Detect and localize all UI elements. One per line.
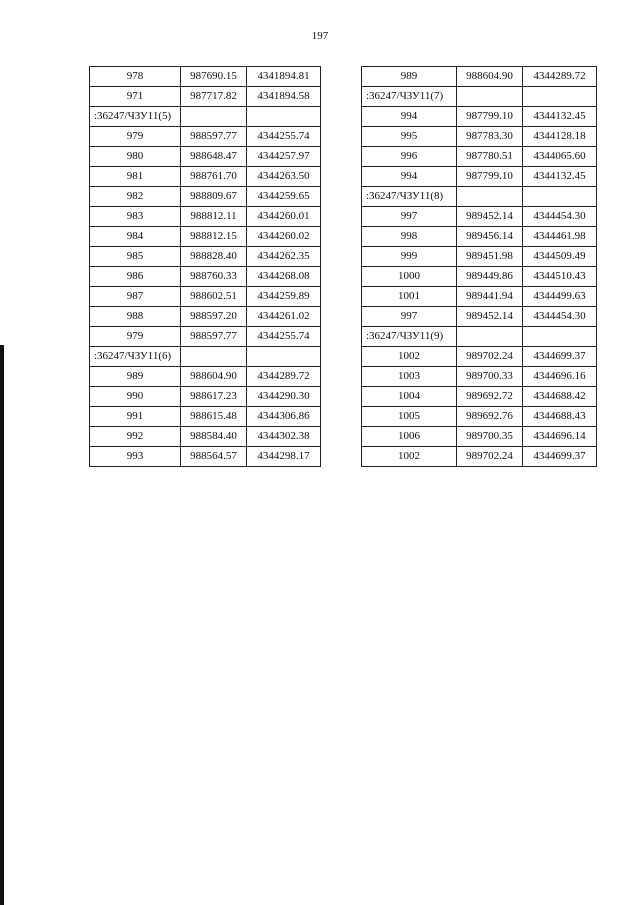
table-row: [90, 367, 321, 387]
y-coordinate-cell: 4344688.42: [523, 387, 597, 407]
x-coordinate-cell: 988597.20: [181, 307, 247, 327]
point-number-cell: 991: [90, 407, 181, 427]
table-row: [90, 407, 321, 427]
table-row: [362, 447, 597, 467]
y-coordinate-cell: 4344260.01: [247, 207, 321, 227]
x-coordinate-cell: 988604.90: [457, 67, 523, 87]
table-row: [90, 287, 321, 307]
point-number-cell: 992: [90, 427, 181, 447]
table-row: [362, 367, 597, 387]
y-coordinate-cell: 4344499.63: [523, 287, 597, 307]
x-coordinate-cell: [181, 107, 247, 127]
table-row: [362, 187, 597, 207]
x-coordinate-cell: 988597.77: [181, 327, 247, 347]
table-row: [90, 347, 321, 367]
x-coordinate-cell: [457, 87, 523, 107]
x-coordinate-cell: 988604.90: [181, 367, 247, 387]
x-coordinate-cell: 989692.76: [457, 407, 523, 427]
y-coordinate-cell: [247, 347, 321, 367]
y-coordinate-cell: 4344510.43: [523, 267, 597, 287]
x-coordinate-cell: 988597.77: [181, 127, 247, 147]
table-row: [362, 67, 597, 87]
table-row: [362, 287, 597, 307]
x-coordinate-cell: 988761.70: [181, 167, 247, 187]
table-row: [362, 227, 597, 247]
point-number-cell: 985: [90, 247, 181, 267]
y-coordinate-cell: 4344306.86: [247, 407, 321, 427]
y-coordinate-cell: 4344461.98: [523, 227, 597, 247]
point-number-cell: 993: [90, 447, 181, 467]
point-number-cell: 1003: [362, 367, 457, 387]
x-coordinate-cell: 988615.48: [181, 407, 247, 427]
y-coordinate-cell: 4344255.74: [247, 127, 321, 147]
page-number: 197: [311, 30, 329, 42]
x-coordinate-cell: 988812.15: [181, 227, 247, 247]
point-number-cell: 994: [362, 167, 457, 187]
point-number-cell: 1005: [362, 407, 457, 427]
x-coordinate-cell: 988564.57: [181, 447, 247, 467]
x-coordinate-cell: 987690.15: [181, 67, 247, 87]
point-number-cell: 1000: [362, 267, 457, 287]
x-coordinate-cell: 989700.35: [457, 427, 523, 447]
table-row: [362, 127, 597, 147]
table-row: [90, 307, 321, 327]
parcel-id-cell: :36247/ЧЗУ11(7): [362, 87, 457, 107]
y-coordinate-cell: 4344132.45: [523, 107, 597, 127]
parcel-id-cell: :36247/ЧЗУ11(8): [362, 187, 457, 207]
x-coordinate-cell: 989702.24: [457, 447, 523, 467]
x-coordinate-cell: 988584.40: [181, 427, 247, 447]
y-coordinate-cell: 4344289.72: [247, 367, 321, 387]
table-row: [90, 127, 321, 147]
y-coordinate-cell: [523, 327, 597, 347]
table-row: [362, 307, 597, 327]
y-coordinate-cell: [523, 87, 597, 107]
y-coordinate-cell: 4344132.45: [523, 167, 597, 187]
y-coordinate-cell: 4344065.60: [523, 147, 597, 167]
x-coordinate-cell: 989449.86: [457, 267, 523, 287]
point-number-cell: 986: [90, 267, 181, 287]
y-coordinate-cell: 4344454.30: [523, 307, 597, 327]
point-number-cell: 995: [362, 127, 457, 147]
x-coordinate-cell: 989692.72: [457, 387, 523, 407]
point-number-cell: 981: [90, 167, 181, 187]
point-number-cell: 989: [362, 67, 457, 87]
x-coordinate-cell: [457, 187, 523, 207]
y-coordinate-cell: 4344290.30: [247, 387, 321, 407]
coordinates-table-right: [361, 66, 597, 467]
point-number-cell: 997: [362, 307, 457, 327]
table-row: [362, 407, 597, 427]
table-row: [362, 87, 597, 107]
x-coordinate-cell: 988602.51: [181, 287, 247, 307]
y-coordinate-cell: 4344509.49: [523, 247, 597, 267]
x-coordinate-cell: 989456.14: [457, 227, 523, 247]
x-coordinate-cell: 987799.10: [457, 167, 523, 187]
y-coordinate-cell: 4344259.65: [247, 187, 321, 207]
point-number-cell: 996: [362, 147, 457, 167]
parcel-id-cell: :36247/ЧЗУ11(6): [90, 347, 181, 367]
x-coordinate-cell: 989452.14: [457, 307, 523, 327]
point-number-cell: 1006: [362, 427, 457, 447]
table-row: [90, 267, 321, 287]
x-coordinate-cell: 988760.33: [181, 267, 247, 287]
table-row: [362, 147, 597, 167]
x-coordinate-cell: 988617.23: [181, 387, 247, 407]
point-number-cell: 1002: [362, 447, 457, 467]
y-coordinate-cell: [523, 187, 597, 207]
point-number-cell: 998: [362, 227, 457, 247]
point-number-cell: 994: [362, 107, 457, 127]
table-row: [362, 107, 597, 127]
y-coordinate-cell: 4341894.58: [247, 87, 321, 107]
table-row: [90, 87, 321, 107]
table-row: [90, 247, 321, 267]
y-coordinate-cell: 4341894.81: [247, 67, 321, 87]
table-row: [90, 167, 321, 187]
x-coordinate-cell: 988812.11: [181, 207, 247, 227]
x-coordinate-cell: 988828.40: [181, 247, 247, 267]
table-row: [362, 387, 597, 407]
table-row: [362, 267, 597, 287]
y-coordinate-cell: [247, 107, 321, 127]
x-coordinate-cell: [181, 347, 247, 367]
table-row: [90, 387, 321, 407]
scan-edge-bar: [0, 345, 4, 905]
x-coordinate-cell: 987780.51: [457, 147, 523, 167]
table-row: [362, 247, 597, 267]
x-coordinate-cell: 989451.98: [457, 247, 523, 267]
y-coordinate-cell: 4344259.89: [247, 287, 321, 307]
y-coordinate-cell: 4344255.74: [247, 327, 321, 347]
table-row: [362, 427, 597, 447]
x-coordinate-cell: 989441.94: [457, 287, 523, 307]
y-coordinate-cell: 4344257.97: [247, 147, 321, 167]
x-coordinate-cell: 989452.14: [457, 207, 523, 227]
point-number-cell: 982: [90, 187, 181, 207]
point-number-cell: 980: [90, 147, 181, 167]
table-row: [90, 147, 321, 167]
table-row: [362, 167, 597, 187]
x-coordinate-cell: 989702.24: [457, 347, 523, 367]
x-coordinate-cell: 987783.30: [457, 127, 523, 147]
point-number-cell: 1001: [362, 287, 457, 307]
table-row: [90, 427, 321, 447]
point-number-cell: 979: [90, 127, 181, 147]
table-row: [362, 347, 597, 367]
table-row: [90, 187, 321, 207]
point-number-cell: 990: [90, 387, 181, 407]
table-row: [362, 207, 597, 227]
coordinates-table-left: [89, 66, 321, 467]
x-coordinate-cell: [457, 327, 523, 347]
y-coordinate-cell: 4344696.16: [523, 367, 597, 387]
table-row: [90, 107, 321, 127]
table-row: [90, 327, 321, 347]
point-number-cell: 987: [90, 287, 181, 307]
table-row: [362, 327, 597, 347]
point-number-cell: 1002: [362, 347, 457, 367]
parcel-id-cell: :36247/ЧЗУ11(5): [90, 107, 181, 127]
y-coordinate-cell: 4344263.50: [247, 167, 321, 187]
y-coordinate-cell: 4344268.08: [247, 267, 321, 287]
y-coordinate-cell: 4344261.02: [247, 307, 321, 327]
table-row: [90, 67, 321, 87]
parcel-id-cell: :36247/ЧЗУ11(9): [362, 327, 457, 347]
table-row: [90, 207, 321, 227]
y-coordinate-cell: 4344696.14: [523, 427, 597, 447]
point-number-cell: 999: [362, 247, 457, 267]
point-number-cell: 997: [362, 207, 457, 227]
y-coordinate-cell: 4344699.37: [523, 347, 597, 367]
table-row: [90, 447, 321, 467]
point-number-cell: 979: [90, 327, 181, 347]
point-number-cell: 988: [90, 307, 181, 327]
y-coordinate-cell: 4344260.02: [247, 227, 321, 247]
y-coordinate-cell: 4344289.72: [523, 67, 597, 87]
point-number-cell: 984: [90, 227, 181, 247]
y-coordinate-cell: 4344298.17: [247, 447, 321, 467]
y-coordinate-cell: 4344128.18: [523, 127, 597, 147]
y-coordinate-cell: 4344699.37: [523, 447, 597, 467]
x-coordinate-cell: 989700.33: [457, 367, 523, 387]
x-coordinate-cell: 988809.67: [181, 187, 247, 207]
x-coordinate-cell: 987799.10: [457, 107, 523, 127]
point-number-cell: 1004: [362, 387, 457, 407]
y-coordinate-cell: 4344262.35: [247, 247, 321, 267]
table-row: [90, 227, 321, 247]
y-coordinate-cell: 4344302.38: [247, 427, 321, 447]
y-coordinate-cell: 4344454.30: [523, 207, 597, 227]
point-number-cell: 983: [90, 207, 181, 227]
x-coordinate-cell: 988648.47: [181, 147, 247, 167]
point-number-cell: 989: [90, 367, 181, 387]
point-number-cell: 978: [90, 67, 181, 87]
y-coordinate-cell: 4344688.43: [523, 407, 597, 427]
x-coordinate-cell: 987717.82: [181, 87, 247, 107]
point-number-cell: 971: [90, 87, 181, 107]
